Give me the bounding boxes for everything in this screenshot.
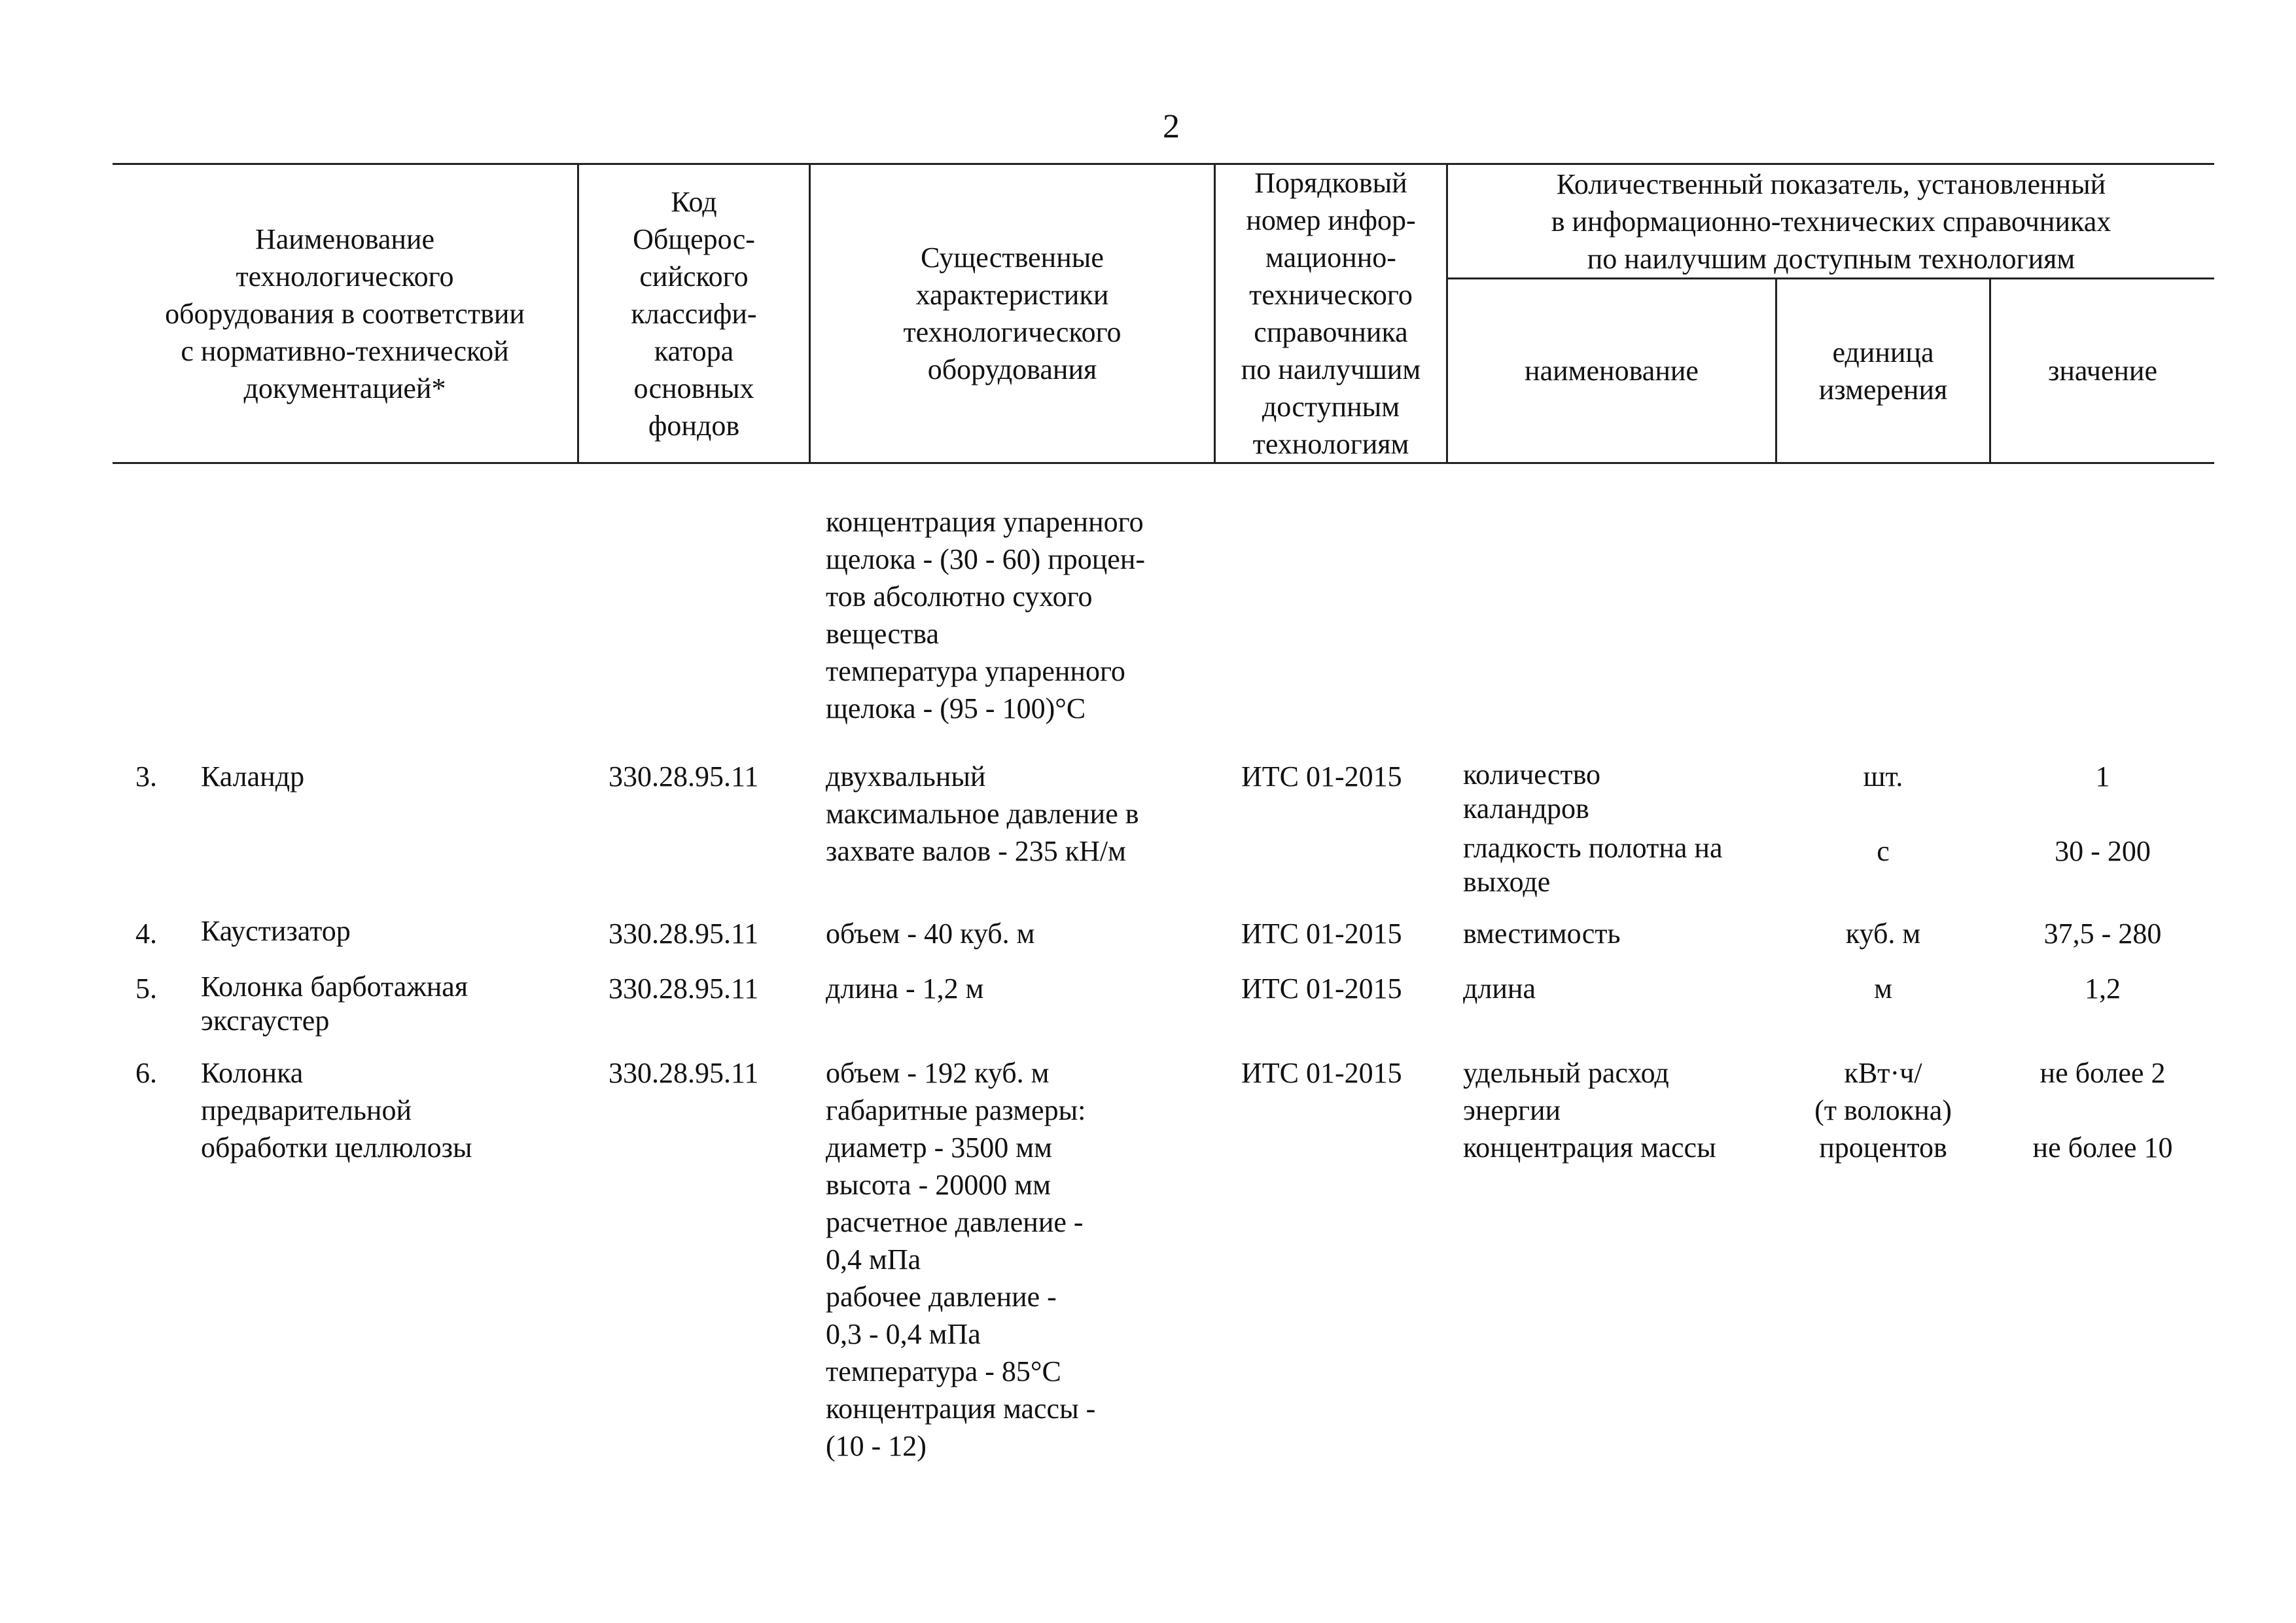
row-5-number: 5. (135, 972, 157, 1005)
row-6-indicator-1-name: удельный расход энергии (1463, 1057, 1669, 1126)
row-5-indicator-1-unit: м (1874, 972, 1892, 1005)
row-3-equipment-name: Каландр (201, 760, 305, 793)
row-4-indicator-1-name: вместимость (1463, 918, 1621, 950)
row-6-equipment-name: Колонка предварительной обработки целлюлозы (201, 1057, 472, 1164)
row-4-its-number: ИТС 01-2015 (1241, 918, 1402, 950)
row-6-indicator-1-unit: кВт·ч/ (т волокна) (1814, 1057, 1952, 1126)
header-equipment-name: Наименование технологического оборудования в соответствии с нормативно-технической документацией* (165, 223, 525, 404)
row-3-indicator-1-value: 1 (2095, 760, 2110, 793)
row-4-indicator-1-unit: куб. м (1845, 918, 1921, 950)
row-5-equipment-name: Колонка барботажная эксгаустер (201, 971, 468, 1037)
row-4-number: 4. (135, 918, 157, 950)
row-3-indicator-2-name: гладкость полотна на выходе (1463, 832, 1723, 898)
row-5-indicator-1-name: длина (1463, 972, 1536, 1005)
row-6-indicator-2-unit: процентов (1819, 1132, 1947, 1164)
header-characteristics: Существенные характеристики технологического оборудования (903, 241, 1122, 385)
header-indicator-unit: единица измерения (1818, 336, 1948, 406)
row-3-characteristics: двухвальный максимальное давление в захвате валов - 235 кН/м (826, 760, 1139, 867)
header-indicator-name: наименование (1525, 355, 1699, 387)
row-6-indicator-2-name: концентрация массы (1463, 1132, 1716, 1164)
row-3-indicator-1-name: количество каландров (1463, 758, 1601, 825)
row-5-its-number: ИТС 01-2015 (1241, 972, 1402, 1005)
header-indicator-value: значение (2048, 355, 2157, 387)
continuation-characteristics: концентрация упаренного щелока - (30 - 60) процен- тов абсолютно сухого вещества температура упаренного щелока - (95 - 100)°С (826, 506, 1146, 724)
row-3-its-number: ИТС 01-2015 (1241, 760, 1402, 793)
header-okof-code: Код Общерос- сийского классифи- катора основных фондов (631, 185, 757, 442)
row-6-okof-code: 330.28.95.11 (609, 1057, 759, 1089)
row-4-indicator-1-value: 37,5 - 280 (2043, 918, 2162, 950)
row-3-number: 3. (135, 760, 157, 793)
row-3-okof-code: 330.28.95.11 (609, 760, 759, 793)
row-6-indicator-1-value: не более 2 (2040, 1057, 2166, 1089)
row-6-its-number: ИТС 01-2015 (1241, 1057, 1402, 1089)
row-6-indicator-2-value: не более 10 (2032, 1132, 2173, 1164)
row-4-characteristics: объем - 40 куб. м (826, 918, 1035, 950)
row-3-indicator-2-unit: с (1877, 835, 1890, 867)
row-5-okof-code: 330.28.95.11 (609, 972, 759, 1005)
page-number: 2 (1163, 108, 1180, 145)
row-5-indicator-1-value: 1,2 (2085, 972, 2121, 1005)
header-quantitative-group: Количественный показатель, установленный в информационно-технических справочниках по наилучшим доступным технологиям (1551, 168, 2111, 275)
table-header-bottom-rule (113, 462, 2214, 464)
row-6-characteristics: объем - 192 куб. м габаритные размеры: диаметр - 3500 мм высота - 20000 мм расчетное давление - 0,4 мПа рабочее давление - 0,3 - 0,4 мПа температура - 85°С концентрация массы - (10 - 12) (826, 1057, 1096, 1462)
row-5-characteristics: длина - 1,2 м (826, 972, 984, 1005)
header-its-number: Порядковый номер инфор- мационно- технического справочника по наилучшим доступным технологиям (1241, 167, 1421, 460)
row-6-number: 6. (135, 1057, 157, 1089)
row-3-indicator-1-unit: шт. (1863, 760, 1903, 793)
row-4-okof-code: 330.28.95.11 (609, 918, 759, 950)
row-3-indicator-2-value: 30 - 200 (2055, 835, 2151, 867)
row-4-equipment-name: Каустизатор (201, 915, 351, 947)
